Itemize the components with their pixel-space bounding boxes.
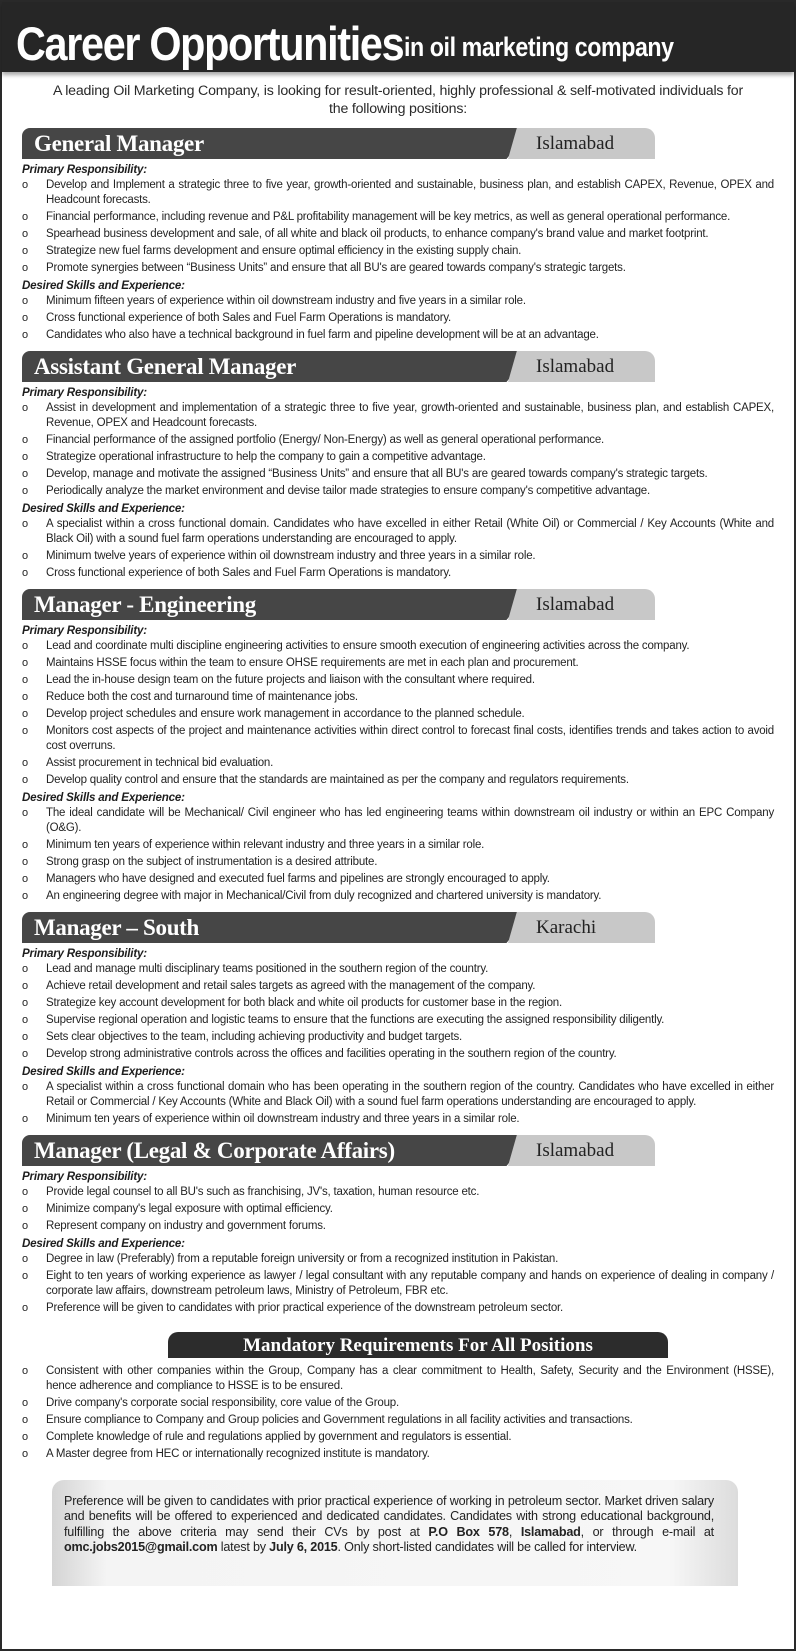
list-item: [22, 838, 774, 853]
bullet-list: [22, 806, 774, 904]
position-header: [22, 1135, 652, 1166]
email-address[interactable]: omc.jobs2015@gmail.com: [64, 1539, 218, 1554]
bullet-list: [22, 1252, 774, 1316]
list-item: [22, 1364, 774, 1394]
bullet-icon: o: [22, 1448, 28, 1460]
bullet-icon: o: [22, 518, 28, 530]
bullet-icon: o: [22, 691, 28, 703]
position-location: Islamabad: [536, 133, 615, 154]
list-item: [22, 450, 774, 465]
list-item-text: Assist procurement in technical bid evaluation.: [46, 757, 274, 769]
position-section: [2, 912, 794, 1135]
list-item: [22, 178, 774, 208]
bullet-icon: o: [22, 329, 28, 341]
position-header: [22, 589, 652, 620]
list-item-text: Develop and Implement a strategic three to five year, growth-oriented and sustainable, business plan, and establish CAPEX, Revenue, OPEX and Headcount forecasts.: [46, 179, 774, 206]
position-section: [2, 351, 794, 589]
list-item: [22, 979, 774, 994]
list-item: [22, 707, 774, 722]
list-item: [22, 996, 774, 1011]
list-item-text: Develop strong administrative controls across the offices and facilities operating in the southern region of the country.: [46, 1048, 617, 1060]
list-item-text: Develop, manage and motivate the assigned “Business Units” and ensure that all BU's are geared towards company's strategic targets.: [46, 468, 708, 480]
list-item: [22, 690, 774, 705]
bullet-icon: o: [22, 774, 28, 786]
bullet-icon: o: [22, 757, 28, 769]
list-item: [22, 1430, 774, 1445]
list-item-text: Financial performance, including revenue and P&L profitability management will be key metrics, as well as general operational performance.: [46, 211, 731, 223]
list-item-text: Provide legal counsel to all BU's such as franchising, JV's, taxation, human resource etc.: [46, 1186, 480, 1198]
desired-skills-heading: Desired Skills and Experience:: [22, 1237, 185, 1250]
position-location: Islamabad: [536, 594, 615, 615]
list-item-text: Strong grasp on the subject of instrumentation is a desired attribute.: [46, 856, 378, 868]
bullet-icon: o: [22, 1270, 28, 1282]
bullet-icon: o: [22, 211, 28, 223]
desired-skills-heading: Desired Skills and Experience:: [22, 502, 185, 515]
list-item: [22, 1413, 774, 1428]
list-item-text: Minimize company's legal exposure with optimal efficiency.: [46, 1203, 333, 1215]
list-item-text: Achieve retail development and retail sales targets as agreed with the management of the company.: [46, 980, 536, 992]
position-location: Islamabad: [536, 356, 615, 377]
list-item: [22, 773, 774, 788]
headline-sub: in oil marketing company: [404, 32, 674, 62]
list-item-text: Cross functional experience of both Sales and Fuel Farm Operations is mandatory.: [46, 312, 452, 324]
list-item: [22, 756, 774, 771]
list-item: [22, 484, 774, 499]
list-item-text: Complete knowledge of rule and regulations applied by government and regulators is essential.: [46, 1431, 512, 1443]
bullet-icon: o: [22, 1397, 28, 1409]
bullet-icon: o: [22, 312, 28, 324]
list-item-text: Minimum twelve years of experience within oil downstream industry and three years in a similar role.: [46, 550, 536, 562]
bullet-icon: o: [22, 1253, 28, 1265]
list-item: [22, 549, 774, 564]
list-item-text: Minimum fifteen years of experience within oil downstream industry and five years in a similar role.: [46, 295, 526, 307]
list-item-text: Develop project schedules and ensure work management in accordance to the planned schedule.: [46, 708, 525, 720]
primary-responsibility-heading: Primary Responsibility:: [22, 163, 147, 176]
bullet-list: [22, 294, 774, 343]
bullet-list: [22, 962, 774, 1062]
list-item: [22, 1202, 774, 1217]
deadline-date: July 6, 2015: [269, 1539, 338, 1554]
bullet-list: [22, 639, 774, 788]
primary-responsibility-heading: Primary Responsibility:: [22, 1170, 147, 1183]
list-item-text: Ensure compliance to Company and Group policies and Government regulations in all facility activities and transactions.: [46, 1414, 633, 1426]
bullet-icon: o: [22, 873, 28, 885]
position-location: Islamabad: [536, 1140, 615, 1161]
list-item-text: Cross functional experience of both Sales and Fuel Farm Operations is mandatory.: [46, 567, 452, 579]
bullet-icon: o: [22, 1220, 28, 1232]
list-item: [22, 566, 774, 581]
bullet-icon: o: [22, 674, 28, 686]
list-item: [22, 401, 774, 431]
primary-responsibility-heading: Primary Responsibility:: [22, 624, 147, 637]
list-item: [22, 872, 774, 887]
position-header: [22, 128, 652, 159]
list-item: [22, 328, 774, 343]
bullet-list: [22, 401, 774, 499]
list-item: [22, 855, 774, 870]
list-item-text: Periodically analyze the market environment and devise tailor made strategies to ensure company's competitive advantage.: [46, 485, 651, 497]
list-item-text: Lead and manage multi disciplinary teams positioned in the southern region of the country.: [46, 963, 489, 975]
list-item-text: The ideal candidate will be Mechanical/ Civil engineer who has led engineering teams within downstream oil industry or within an EPC Company (O&G).: [46, 807, 774, 834]
application-instructions: [52, 1480, 738, 1586]
spacer: [22, 1318, 774, 1324]
bullet-icon: o: [22, 856, 28, 868]
masthead: [2, 2, 794, 72]
bullet-icon: o: [22, 640, 28, 652]
bullet-icon: o: [22, 402, 28, 414]
list-item: [22, 517, 774, 547]
list-item: [22, 244, 774, 259]
bullet-icon: o: [22, 1113, 28, 1125]
list-item: [22, 639, 774, 654]
list-item-text: Consistent with other companies within the Group, Company has a clear commitment to Health, Safety, Security and the Environment (HSSE), hence adherence and compliance to HSSE is to be ensured.: [46, 1365, 774, 1392]
list-item-text: An engineering degree with major in Mechanical/Civil from duly recognized and chartered university is mandatory.: [46, 890, 602, 902]
list-item: [22, 1013, 774, 1028]
list-item: [22, 656, 774, 671]
intro-text: A leading Oil Marketing Company, is looking for result-oriented, highly professional & self-motivated individuals for the following positions:: [53, 83, 743, 117]
list-item-text: Lead the in-house design team on the future projects and liaison with the consultant where required.: [46, 674, 535, 686]
list-item-text: Drive company's corporate social responsibility, core value of the Group.: [46, 1397, 399, 1409]
position-section: [2, 589, 794, 912]
list-item-text: Reduce both the cost and turnaround time of maintenance jobs.: [46, 691, 358, 703]
mandatory-section: [2, 1332, 794, 1462]
list-item-text: Sets clear objectives to the team, including achieving productivity and budget targets.: [46, 1031, 463, 1043]
list-item-text: Promote synergies between “Business Units” and ensure that all BU's are geared towards company's strategic targets.: [46, 262, 626, 274]
list-item-text: Supervise regional operation and logistic teams to ensure that the functions are executing the assigned responsibility diligently.: [46, 1014, 665, 1026]
bullet-icon: o: [22, 1081, 28, 1093]
po-box: P.O Box 578: [428, 1524, 509, 1539]
footer-text: , or through e-mail at: [580, 1524, 714, 1539]
bullet-icon: o: [22, 1431, 28, 1443]
list-item: [22, 1252, 774, 1267]
primary-responsibility-heading: Primary Responsibility:: [22, 947, 147, 960]
list-item-text: Minimum ten years of experience within relevant industry and three years in a similar role.: [46, 839, 485, 851]
position-header: [22, 912, 652, 943]
list-item-text: Preference will be given to candidates with prior practical experience of the downstream petroleum sector.: [46, 1302, 564, 1314]
position-header: [22, 351, 652, 382]
desired-skills-heading: Desired Skills and Experience:: [22, 1065, 185, 1078]
list-item: [22, 889, 774, 904]
bullet-icon: o: [22, 980, 28, 992]
list-item-text: Assist in development and implementation of a strategic three to five year, growth-oriented and sustainable, business plan, and establish CAPEX, Revenue, OPEX and Headcount forecasts.: [46, 402, 774, 429]
bullet-icon: o: [22, 1203, 28, 1215]
list-item: [22, 210, 774, 225]
desired-skills-heading: Desired Skills and Experience:: [22, 791, 185, 804]
list-item: [22, 294, 774, 309]
bullet-icon: o: [22, 807, 28, 819]
list-item-text: Represent company on industry and government forums.: [46, 1220, 326, 1232]
positions-list: [2, 128, 794, 1324]
position-title: Manager (Legal & Corporate Affairs): [34, 1138, 395, 1163]
list-item: [22, 1047, 774, 1062]
bullet-icon: o: [22, 657, 28, 669]
bullet-icon: o: [22, 708, 28, 720]
list-item-text: Strategize key account development for both black and white oil products for customer base in the region.: [46, 997, 562, 1009]
list-item: [22, 1396, 774, 1411]
mandatory-list: [22, 1364, 774, 1462]
bullet-icon: o: [22, 295, 28, 307]
bullet-icon: o: [22, 1014, 28, 1026]
list-item: [22, 467, 774, 482]
list-item-text: Candidates who also have a technical background in fuel farm and pipeline development will be at an advantage.: [46, 329, 599, 341]
bullet-icon: o: [22, 1031, 28, 1043]
list-item: [22, 1269, 774, 1299]
list-item-text: Minimum ten years of experience within oil downstream industry and three years in a similar role.: [46, 1113, 520, 1125]
list-item: [22, 1112, 774, 1127]
list-item: [22, 724, 774, 754]
list-item-text: Monitors cost aspects of the project and maintenance activities within direct control to forecast final costs, identifies trends and takes action to avoid cost overruns.: [46, 725, 774, 752]
list-item: [22, 806, 774, 836]
footer-text: ,: [508, 1524, 521, 1539]
list-item-text: A specialist within a cross functional domain who has been operating in the southern region of the country. Candidates who have excelled in either Retail or Commercial / Key Accounts (White and Black Oil) with a sound fuel farm operations understanding are encouraged to apply.: [46, 1081, 774, 1108]
list-item-text: Spearhead business development and sale, of all white and black oil products, to enhance company's brand value and market footprint.: [46, 228, 709, 240]
headline-main: Career Opportunities: [16, 17, 404, 70]
list-item-text: Managers who have designed and executed fuel farms and pipelines are strongly encouraged to apply.: [46, 873, 550, 885]
bullet-icon: o: [22, 997, 28, 1009]
list-item: [22, 261, 774, 276]
list-item-text: Maintains HSSE focus within the team to ensure OHSE requirements are met in each plan and procurement.: [46, 657, 579, 669]
bullet-icon: o: [22, 963, 28, 975]
bullet-list: [22, 1185, 774, 1234]
bullet-icon: o: [22, 434, 28, 446]
footer-text: latest by: [217, 1539, 270, 1554]
list-item: [22, 673, 774, 688]
list-item: [22, 1447, 774, 1462]
list-item-text: Financial performance of the assigned portfolio (Energy/ Non-Energy) as well as general operational performance.: [46, 434, 605, 446]
position-title: Manager - Engineering: [34, 592, 256, 617]
list-item-text: Strategize new fuel farms development and ensure optimal efficiency in the existing supply chain.: [46, 245, 522, 257]
list-item: [22, 962, 774, 977]
primary-responsibility-heading: Primary Responsibility:: [22, 386, 147, 399]
bullet-icon: o: [22, 228, 28, 240]
bullet-icon: o: [22, 725, 28, 737]
footer-text: Preference will be given to candidates with prior practical experience of working in petroleum sector. Market driven salary and benefits will be offered to experienced and dedicated candidates. Candidates with strong educational background, fulfilling the above criteria may send their CVs by post at: [64, 1494, 714, 1539]
position-section: [2, 1135, 794, 1324]
position-title: Assistant General Manager: [34, 354, 297, 379]
position-location: Karachi: [536, 917, 597, 938]
list-item: [22, 227, 774, 242]
list-item: [22, 1185, 774, 1200]
bullet-icon: o: [22, 839, 28, 851]
bullet-icon: o: [22, 1365, 28, 1377]
mandatory-title: Mandatory Requirements For All Positions: [168, 1332, 668, 1358]
bullet-icon: o: [22, 567, 28, 579]
list-item-text: Eight to ten years of working experience as lawyer / legal consultant with any reputable company and hands on experience of dealing in company / corporate law affairs, downstream petroleum laws, Ministry of Petroleum, FBR etc.: [46, 1270, 774, 1297]
list-item-text: Strategize operational infrastructure to help the company to gain a competitive advantage.: [46, 451, 486, 463]
position-title: General Manager: [34, 131, 204, 156]
list-item: [22, 1301, 774, 1316]
bullet-icon: o: [22, 179, 28, 191]
list-item: [22, 433, 774, 448]
list-item: [22, 311, 774, 326]
list-item-text: A specialist within a cross functional domain. Candidates who have excelled in either Retail (White Oil) or Commercial / Key Accounts (White and Black Oil) with a sound fuel farm operations understanding are encouraged to apply.: [46, 518, 774, 545]
list-item-text: Lead and coordinate multi discipline engineering activities to ensure smooth execution of engineering activities across the company.: [46, 640, 690, 652]
position-section: [2, 128, 794, 351]
list-item-text: A Master degree from HEC or internationally recognized institute is mandatory.: [46, 1448, 430, 1460]
bullet-list: [22, 178, 774, 276]
list-item: [22, 1080, 774, 1110]
list-item-text: Degree in law (Preferably) from a reputable foreign university or from a recognized institution in Pakistan.: [46, 1253, 559, 1265]
list-item: [22, 1030, 774, 1045]
position-title: Manager – South: [34, 915, 200, 940]
bullet-icon: o: [22, 1302, 28, 1314]
bullet-list: [22, 517, 774, 581]
desired-skills-heading: Desired Skills and Experience:: [22, 279, 185, 292]
footer-text: . Only short-listed candidates will be called for interview.: [337, 1539, 637, 1554]
bullet-list: [22, 1080, 774, 1127]
bullet-icon: o: [22, 468, 28, 480]
bullet-icon: o: [22, 1186, 28, 1198]
bullet-icon: o: [22, 1414, 28, 1426]
bullet-icon: o: [22, 451, 28, 463]
bullet-icon: o: [22, 262, 28, 274]
list-item: [22, 1219, 774, 1234]
bullet-icon: o: [22, 890, 28, 902]
list-item-text: Develop quality control and ensure that the standards are maintained as per the company and regulators requirements.: [46, 774, 629, 786]
bullet-icon: o: [22, 1048, 28, 1060]
bullet-icon: o: [22, 550, 28, 562]
footer-city: Islamabad: [520, 1524, 581, 1539]
bullet-icon: o: [22, 485, 28, 497]
bullet-icon: o: [22, 245, 28, 257]
